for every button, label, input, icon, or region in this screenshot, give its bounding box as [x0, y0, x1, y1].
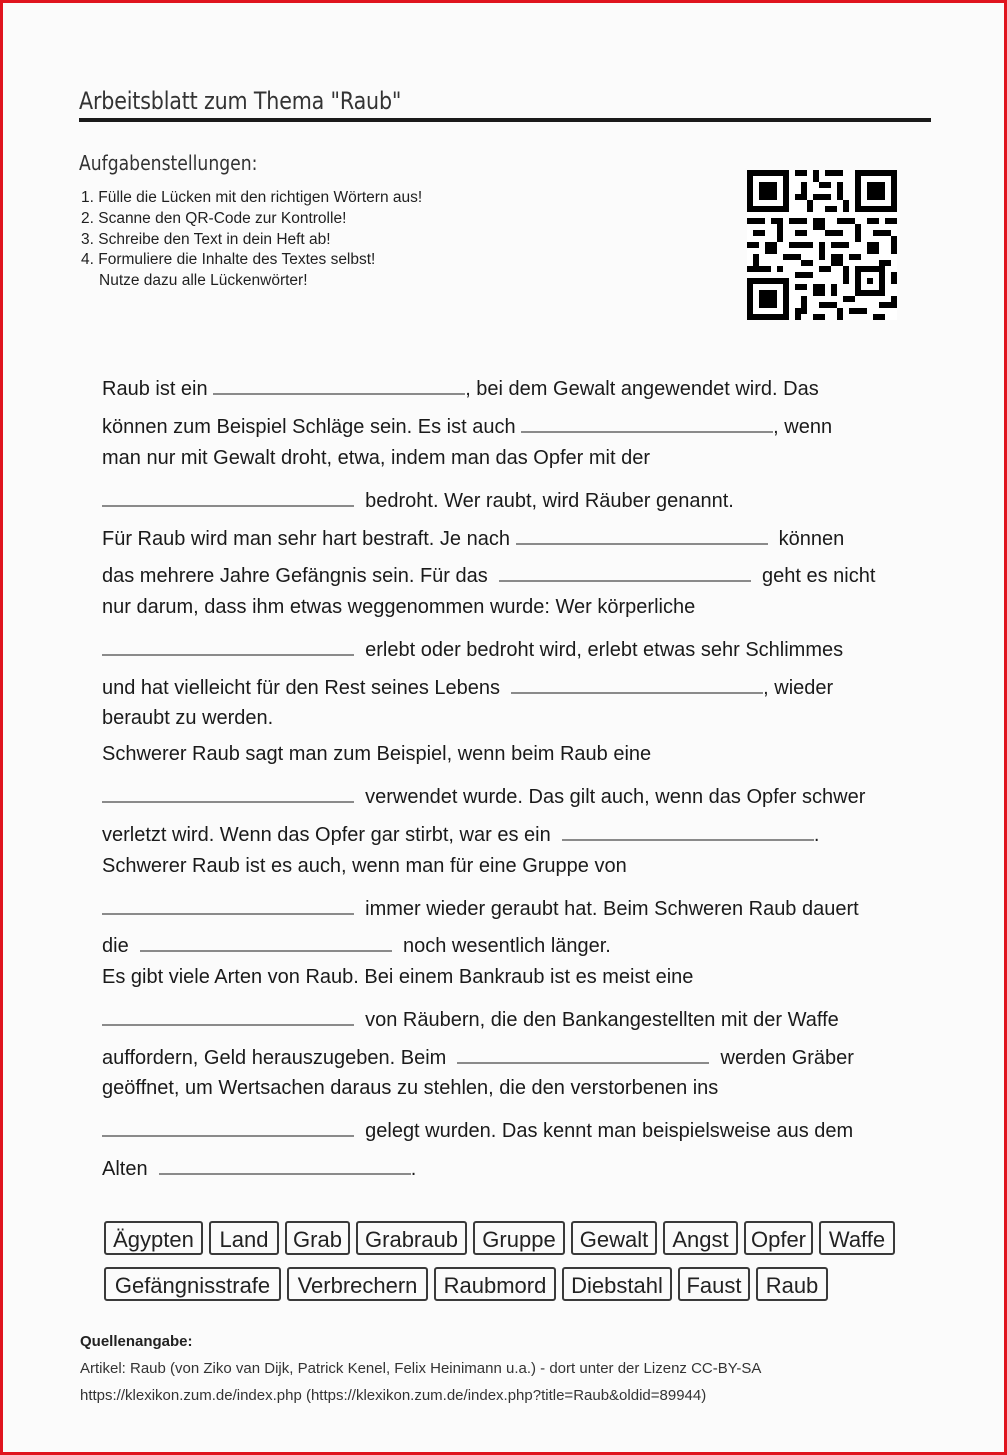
source-link[interactable]: https://klexikon.zum.de/index.php (https://klexikon.zum.de/index.php?title=Raub&oldid=89944)	[80, 1387, 707, 1404]
text-line: man nur mit Gewalt droht, etwa, indem man das Opfer mit der	[102, 447, 650, 469]
blank-field[interactable]	[102, 632, 354, 656]
text-line: gelegt wurden. Das kennt man beispielsweise aus dem	[102, 1113, 853, 1139]
text-line: verwendet wurde. Das gilt auch, wenn das Opfer schwer	[102, 779, 865, 805]
blank-field[interactable]	[213, 371, 465, 395]
word-chip[interactable]: Gefängnisstrafe	[104, 1267, 281, 1301]
text-line: die noch wesentlich länger.	[102, 928, 611, 954]
text-line: Für Raub wird man sehr hart bestraft. Je nach können	[102, 521, 844, 547]
blank-field[interactable]	[102, 1113, 354, 1137]
qr-code-icon[interactable]	[747, 169, 897, 321]
text-line: bedroht. Wer raubt, wird Räuber genannt.	[102, 483, 734, 509]
task-item: 3. Schreibe den Text in dein Heft ab!	[81, 230, 331, 248]
blank-field[interactable]	[516, 521, 768, 545]
word-chip[interactable]: Waffe	[819, 1221, 895, 1255]
word-chip[interactable]: Land	[209, 1221, 279, 1255]
text-line: erlebt oder bedroht wird, erlebt etwas sehr Schlimmes	[102, 632, 843, 658]
source-heading: Quellenangabe:	[80, 1333, 193, 1350]
task-item: 1. Fülle die Lücken mit den richtigen Wörtern aus!	[81, 189, 423, 206]
task-item: Nutze dazu alle Lückenwörter!	[99, 272, 308, 290]
text-line: können zum Beispiel Schläge sein. Es ist auch , wenn	[102, 409, 832, 435]
text-line: nur darum, dass ihm etwas weggenommen wurde: Wer körperliche	[102, 596, 696, 618]
word-chip[interactable]: Ägypten	[104, 1221, 203, 1255]
text-line: Schwerer Raub sagt man zum Beispiel, wenn beim Raub eine	[102, 743, 652, 765]
blank-field[interactable]	[457, 1040, 709, 1064]
word-chip[interactable]: Raubmord	[434, 1267, 556, 1301]
word-chip[interactable]: Raub	[756, 1267, 828, 1301]
tasks-heading: Aufgabenstellungen:	[79, 151, 258, 175]
word-chip[interactable]: Verbrechern	[287, 1267, 428, 1301]
blank-field[interactable]	[102, 483, 354, 507]
word-chip[interactable]: Faust	[678, 1267, 750, 1301]
title-divider	[79, 118, 931, 122]
text-line: Es gibt viele Arten von Raub. Bei einem Bankraub ist es meist eine	[102, 966, 694, 988]
text-line: geöffnet, um Wertsachen daraus zu stehlen, die den verstorbenen ins	[102, 1077, 719, 1099]
word-chip[interactable]: Gruppe	[473, 1221, 565, 1255]
word-chip[interactable]: Opfer	[744, 1221, 813, 1255]
blank-field[interactable]	[562, 817, 814, 841]
text-line: das mehrere Jahre Gefängnis sein. Für das geht es nicht	[102, 558, 875, 584]
blank-field[interactable]	[499, 558, 751, 582]
word-chip[interactable]: Grab	[285, 1221, 350, 1255]
blank-field[interactable]	[102, 1002, 354, 1026]
blank-field[interactable]	[159, 1151, 411, 1175]
blank-field[interactable]	[140, 928, 392, 952]
word-chip[interactable]: Diebstahl	[562, 1267, 672, 1301]
blank-field[interactable]	[102, 779, 354, 803]
word-chip[interactable]: Angst	[663, 1221, 738, 1255]
word-chip[interactable]: Gewalt	[571, 1221, 657, 1255]
blank-field[interactable]	[521, 409, 773, 433]
text-line: Schwerer Raub ist es auch, wenn man für eine Gruppe von	[102, 855, 627, 877]
text-line: beraubt zu werden.	[102, 707, 274, 729]
text-line: immer wieder geraubt hat. Beim Schweren Raub dauert	[102, 891, 859, 917]
text-line: verletzt wird. Wenn das Opfer gar stirbt, war es ein .	[102, 817, 819, 843]
word-chip[interactable]: Grabraub	[356, 1221, 467, 1255]
task-item: 4. Formuliere die Inhalte des Textes selbst!	[81, 251, 376, 269]
task-item: 2. Scanne den QR-Code zur Kontrolle!	[81, 209, 347, 227]
text-line: von Räubern, die den Bankangestellten mit der Waffe	[102, 1002, 839, 1028]
page-title: Arbeitsblatt zum Thema "Raub"	[79, 87, 402, 115]
blank-field[interactable]	[102, 891, 354, 915]
task-list	[81, 188, 422, 292]
source-citation: Artikel: Raub (von Ziko van Dijk, Patrick Kenel, Felix Heinimann u.a.) - dort unter der Lizenz CC-BY-SA	[80, 1360, 762, 1377]
text-line: Raub ist ein , bei dem Gewalt angewendet wird. Das	[102, 371, 819, 397]
text-line: auffordern, Geld herauszugeben. Beim werden Gräber	[102, 1040, 854, 1066]
text-line: und hat vielleicht für den Rest seines Lebens , wieder	[102, 670, 833, 696]
text-line: Alten .	[102, 1151, 416, 1177]
blank-field[interactable]	[511, 670, 763, 694]
